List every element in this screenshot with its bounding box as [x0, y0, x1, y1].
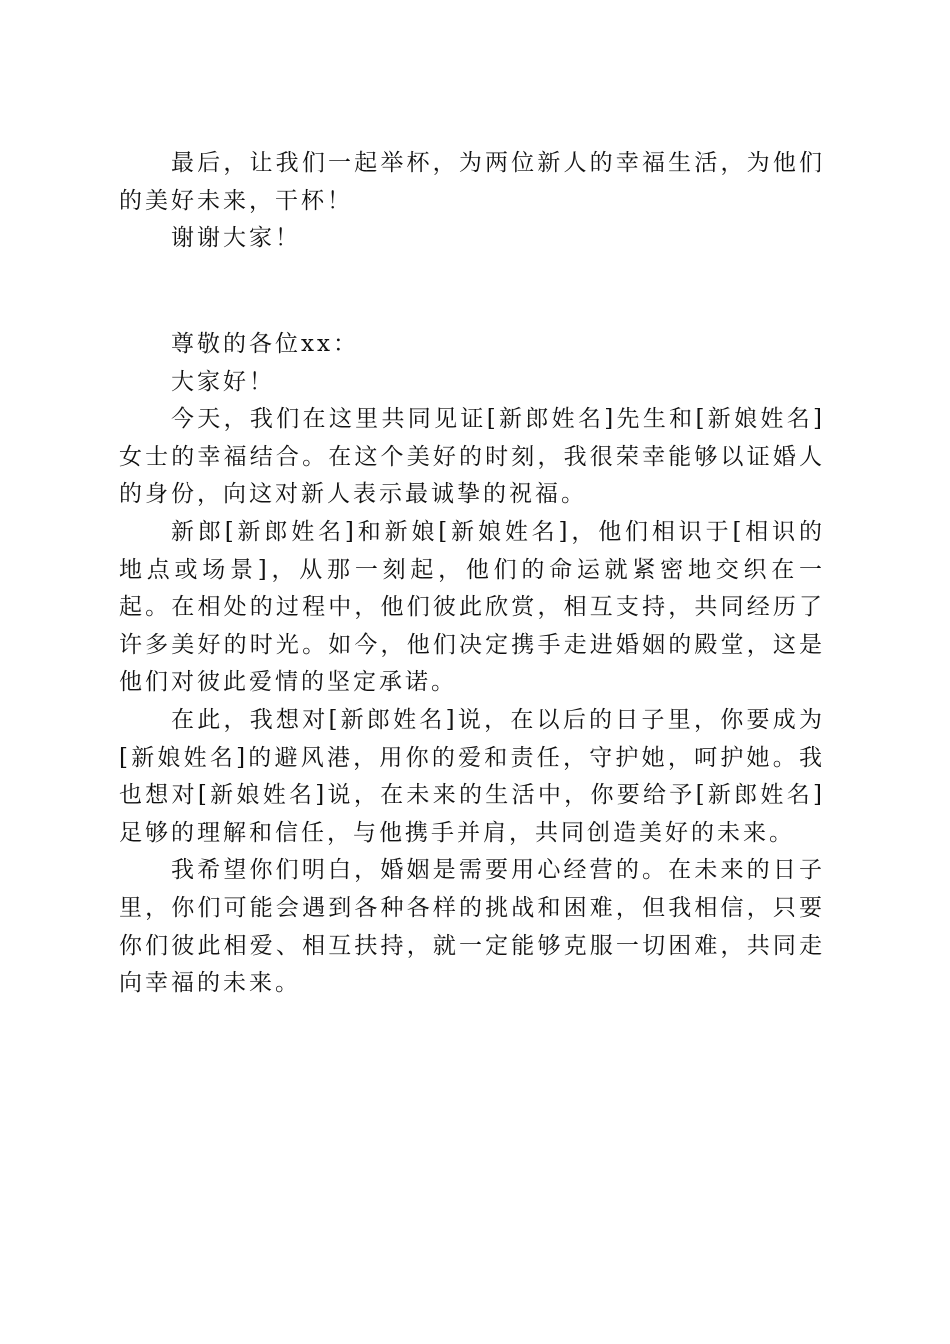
closing-section [119, 145, 825, 258]
thanks-paragraph: 谢谢大家！ [171, 225, 301, 252]
speech-paragraph-wishes: 在此，我想对[新郎姓名]说，在以后的日子里，你要成为[新娘姓名]的避风港，用你的爱和责任，守护她，呵护她。我也想对[新娘姓名]说，在未来的生活中，你要给予[新郎姓名]足够的理解和信任，与他携手并肩，共同创造美好的未来。 [119, 706, 825, 846]
speech-paragraph-story: 新郎[新郎姓名]和新娘[新娘姓名]，他们相识于[相识的地点或场景]，从那一刻起，他们的命运就紧密地交织在一起。在相处的过程中，他们彼此欣赏，相互支持，共同经历了许多美好的时光。如今，他们决定携手走进婚姻的殿堂，这是他们对彼此爱情的坚定承诺。 [119, 518, 825, 696]
greeting: 大家好！ [171, 368, 275, 395]
wedding-speech-section [119, 326, 825, 1003]
speech-paragraph-advice: 我希望你们明白，婚姻是需要用心经营的。在未来的日子里，你们可能会遇到各种各样的挑战和困难，但我相信，只要你们彼此相爱、相互扶持，就一定能够克服一切困难，共同走向幸福的未来。 [119, 857, 825, 997]
toast-paragraph: 最后，让我们一起举杯，为两位新人的幸福生活，为他们的美好未来，干杯！ [119, 150, 825, 214]
speech-paragraph-intro: 今天，我们在这里共同见证[新郎姓名]先生和[新娘姓名]女士的幸福结合。在这个美好的时刻，我很荣幸能够以证婚人的身份，向这对新人表示最诚挚的祝福。 [119, 406, 825, 508]
salutation: 尊敬的各位xx： [171, 331, 359, 357]
